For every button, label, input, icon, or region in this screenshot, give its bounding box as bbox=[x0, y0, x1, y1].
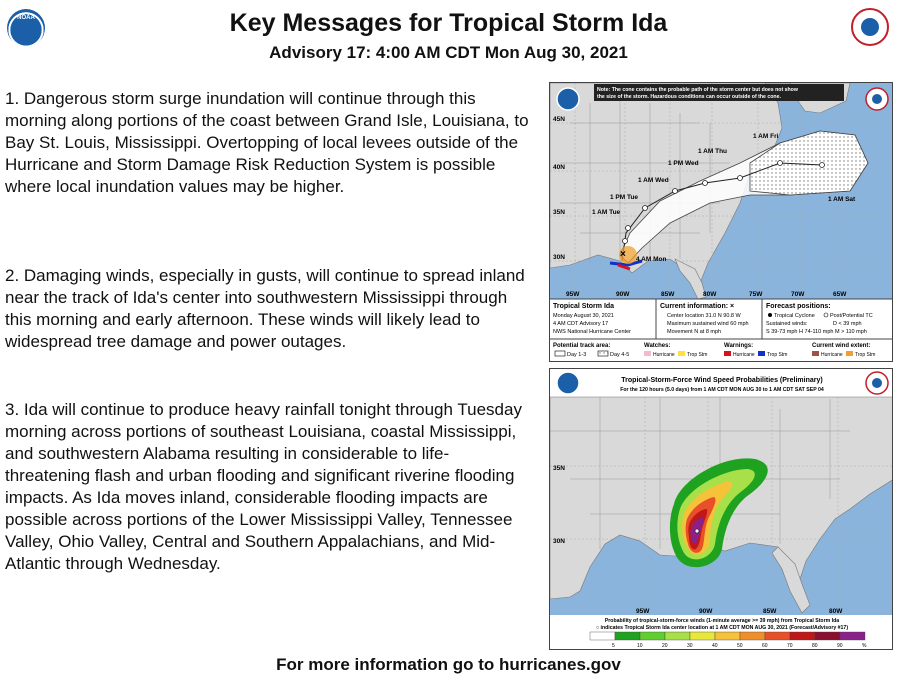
storm-center-marker bbox=[695, 529, 699, 533]
noaa-logo bbox=[557, 88, 579, 110]
prob-caption: ○ indicates Tropical Storm Ida center location at 1 AM CDT MON AUG 30, 2021 (Forecast/Advisory #17) bbox=[595, 625, 849, 631]
scale-label: 40 bbox=[712, 643, 718, 649]
scale-label: 10 bbox=[637, 643, 643, 649]
track-label: 1 PM Tue bbox=[610, 194, 639, 201]
legend-label: Hurricane bbox=[653, 352, 675, 358]
lon-label: 80W bbox=[703, 291, 717, 298]
legend-label: Tropical Cyclone bbox=[774, 313, 815, 319]
footer-link-text: For more information go to hurricanes.gov bbox=[276, 655, 621, 674]
noaa-logo: NOAA bbox=[7, 9, 45, 47]
legend-label: Day 4-5 bbox=[610, 352, 630, 358]
scale-swatch bbox=[590, 632, 615, 640]
legend-label: D < 39 mph bbox=[833, 321, 862, 327]
track-label: 1 AM Wed bbox=[638, 177, 669, 184]
info-line: 4 AM CDT Advisory 17 bbox=[553, 321, 609, 327]
legend-label: Hurricane bbox=[733, 352, 755, 358]
current-info-line: Center location 31.0 N 90.8 W bbox=[667, 313, 741, 319]
legend-label: S 39-73 mph H 74-110 mph M > 110 mph bbox=[766, 329, 867, 335]
legend-label: Trop Stm bbox=[855, 352, 876, 358]
prob-map-subtitle: For the 120 hours (5.0 days) from 1 AM CDT MON AUG 30 to 1 AM CDT SAT SEP 04 bbox=[620, 387, 824, 393]
current-info-line: Maximum sustained wind 60 mph bbox=[667, 321, 749, 327]
scale-label: 60 bbox=[762, 643, 768, 649]
lat-label: 35N bbox=[553, 209, 565, 216]
lon-label: 90W bbox=[699, 608, 713, 615]
cone-note: Note: The cone contains the probable path of the storm center but does not show bbox=[597, 87, 798, 93]
scale-swatch bbox=[815, 632, 840, 640]
lon-label: 85W bbox=[763, 608, 777, 615]
scale-swatch bbox=[690, 632, 715, 640]
forecast-positions-title: Forecast positions: bbox=[766, 303, 831, 310]
lon-label: 95W bbox=[636, 608, 650, 615]
lat-label: 30N bbox=[553, 254, 565, 261]
scale-swatch bbox=[840, 632, 865, 640]
lat-label: 30N bbox=[553, 538, 565, 545]
scale-swatch bbox=[765, 632, 790, 640]
cone-note: the size of the storm. Hazardous conditions can occur outside of the cone. bbox=[597, 94, 781, 100]
noaa-logo bbox=[557, 372, 579, 394]
lon-label: 70W bbox=[791, 291, 805, 298]
lon-label: 80W bbox=[829, 608, 843, 615]
lon-label: 75W bbox=[749, 291, 763, 298]
prob-map-title: Tropical-Storm-Force Wind Speed Probabilities (Preliminary) bbox=[621, 377, 823, 384]
scale-label: 80 bbox=[812, 643, 818, 649]
storm-name: Tropical Storm Ida bbox=[553, 303, 615, 310]
scale-swatch bbox=[790, 632, 815, 640]
scale-label: 30 bbox=[687, 643, 693, 649]
scale-label: 5 bbox=[612, 643, 615, 649]
wind-probability-map bbox=[549, 368, 893, 650]
legend-label: Post/Potential TC bbox=[830, 313, 873, 319]
lat-label: 45N bbox=[553, 116, 565, 123]
svg-text:×: × bbox=[620, 249, 626, 260]
lon-label: 95W bbox=[566, 291, 580, 298]
info-line: Monday August 30, 2021 bbox=[553, 313, 614, 319]
info-line: NWS National Hurricane Center bbox=[553, 329, 631, 335]
legend-title: Potential track area: bbox=[553, 343, 611, 349]
lon-label: 85W bbox=[661, 291, 675, 298]
track-label: 4 AM Mon bbox=[636, 256, 667, 263]
track-label: 1 AM Thu bbox=[698, 148, 728, 155]
legend-title: Watches: bbox=[644, 343, 671, 349]
legend-label: Sustained winds: bbox=[766, 321, 808, 327]
lon-label: 90W bbox=[616, 291, 630, 298]
legend-title: Warnings: bbox=[724, 343, 754, 349]
key-message-2: 2. Damaging winds, especially in gusts, will continue to spread inland near the track of Ida's center into southwestern Mississippi through this morning and early afternoon. These winds will likely lead to widespread tree damage and power outages. bbox=[5, 266, 525, 351]
legend-title: Current wind extent: bbox=[812, 343, 871, 349]
cone-forecast-map bbox=[549, 82, 893, 362]
track-label: 1 AM Fri bbox=[753, 133, 779, 140]
key-message-3: 3. Ida will continue to produce heavy rainfall tonight through Tuesday morning across portions of southeast Louisiana, coastal Mississippi, and southwestern Alabama resulting in considerable to life-threatening flash and urban flooding and significant riverine flooding impacts. As Ida moves inland, considerable flooding impacts are possible across portions of the Lower Mississippi Valley, Tennessee Valley, Ohio Valley, Central and Southern Appalachians, and Mid-Atlantic through Wednesday. bbox=[5, 400, 522, 573]
track-label: 1 AM Tue bbox=[592, 209, 621, 216]
current-info-line: Movement N at 8 mph bbox=[667, 329, 722, 335]
legend-label: Trop Stm bbox=[767, 352, 788, 358]
scale-label: 50 bbox=[737, 643, 743, 649]
key-message-1: 1. Dangerous storm surge inundation will continue through this morning along portions of the coast between Grand Isle, Louisiana, to Bay St. Louis, Mississippi. Overtopping of local levees outside of the Hurricane and Storm Damage Risk Reduction System is possible where local inundation values may be higher. bbox=[5, 89, 529, 196]
lon-label: 65W bbox=[833, 291, 847, 298]
lat-label: 35N bbox=[553, 465, 565, 472]
prob-caption: Probability of tropical-storm-force winds (1-minute average >= 39 mph) from Tropical Storm Ida bbox=[604, 618, 840, 624]
lat-label: 40N bbox=[553, 164, 565, 171]
legend-label: Trop Stm bbox=[687, 352, 708, 358]
advisory-subtitle: Advisory 17: 4:00 AM CDT Mon Aug 30, 2021 bbox=[269, 43, 628, 62]
scale-swatch bbox=[715, 632, 740, 640]
scale-label: 70 bbox=[787, 643, 793, 649]
scale-swatch bbox=[740, 632, 765, 640]
page-title: Key Messages for Tropical Storm Ida bbox=[229, 9, 668, 37]
scale-swatch bbox=[665, 632, 690, 640]
track-label: 1 PM Wed bbox=[668, 160, 699, 167]
legend-label: Day 1-3 bbox=[567, 352, 587, 358]
track-label: 1 AM Sat bbox=[828, 196, 856, 203]
scale-label: 20 bbox=[662, 643, 668, 649]
legend-label: Hurricane bbox=[821, 352, 843, 358]
scale-swatch bbox=[640, 632, 665, 640]
scale-swatch bbox=[615, 632, 640, 640]
current-info-title: Current information: × bbox=[660, 303, 735, 310]
scale-label: % bbox=[862, 643, 867, 649]
scale-label: 90 bbox=[837, 643, 843, 649]
